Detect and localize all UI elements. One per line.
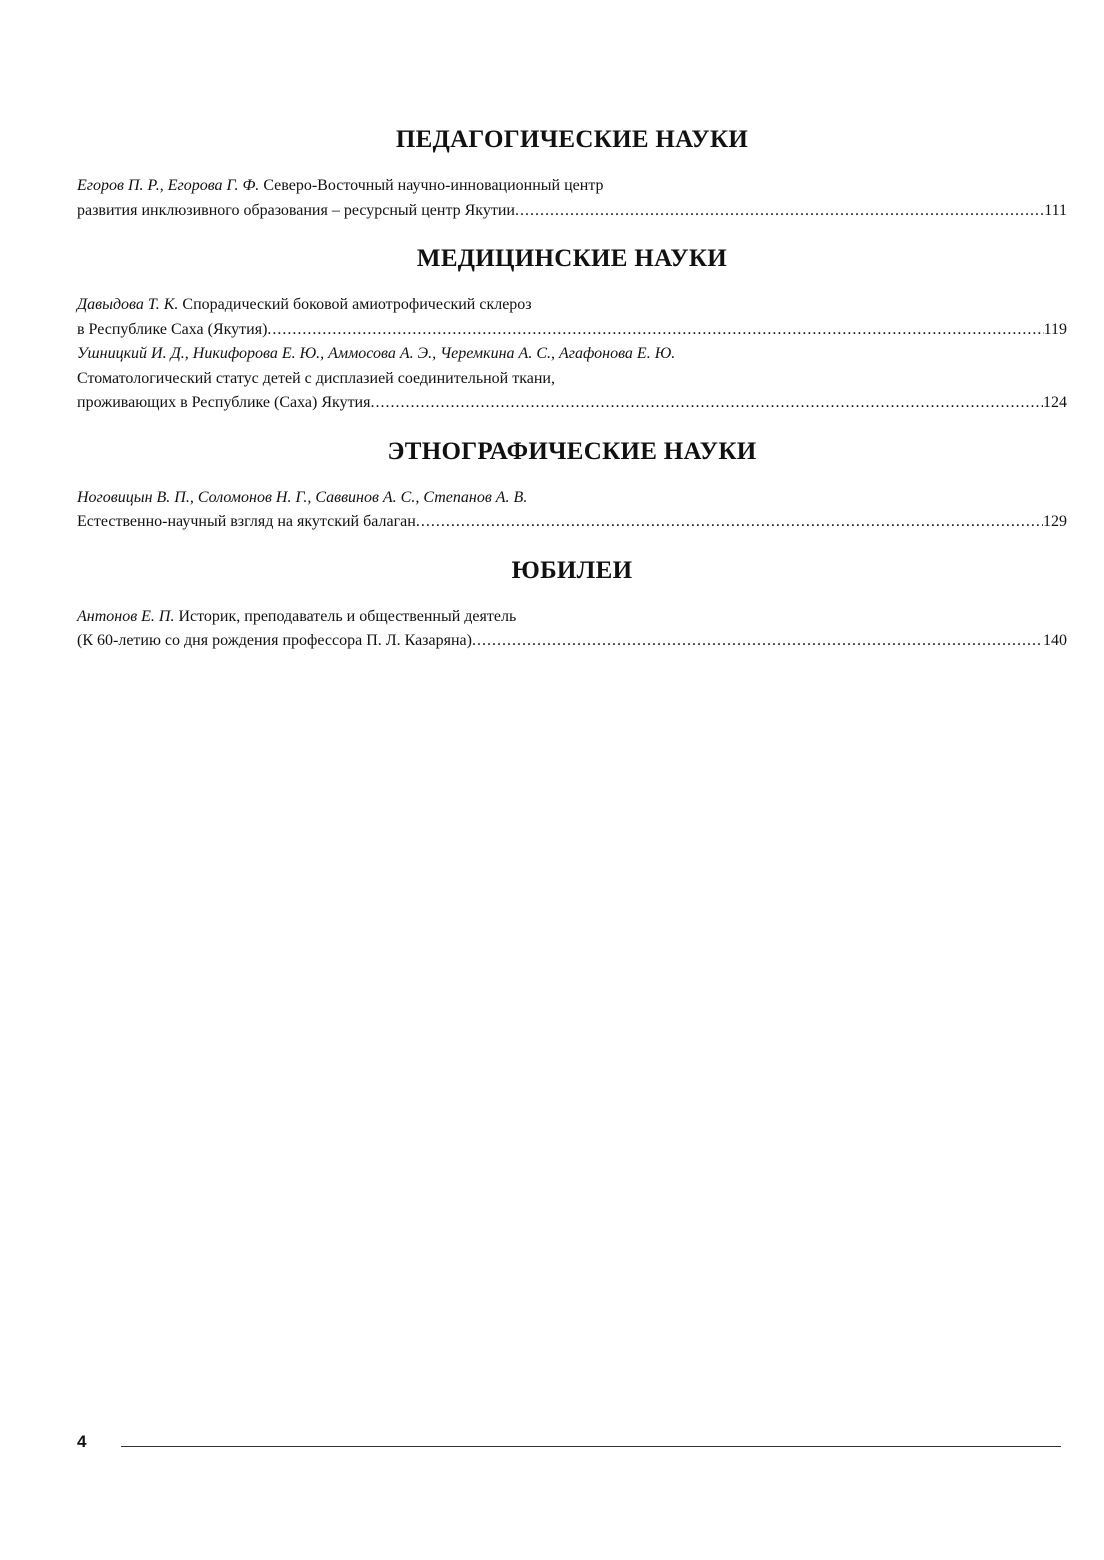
entry-title-end: в Республике Саха (Якутия) (77, 320, 268, 338)
entry-page-number: 111 (1044, 201, 1067, 219)
entry-leader-line (77, 391, 1067, 416)
entry-title: Северо-Восточный научно-инновационный центр (263, 177, 604, 194)
entry-title-end: проживающих в Республике (Саха) Якутия (77, 394, 371, 411)
entry-first-line (77, 486, 1067, 511)
entry-page-number: 129 (1043, 513, 1067, 530)
section-title: ЭТНОГРАФИЧЕСКИЕ НАУКИ (387, 437, 757, 465)
entry-title-end: (К 60-летию со дня рождения профессора П. Л. Казаряна) (77, 632, 472, 649)
entry-leader-line (77, 510, 1067, 535)
page-number: 4 (77, 1432, 87, 1451)
toc-section-pedagogical (77, 122, 1067, 223)
footer-rule (121, 1446, 1061, 1447)
toc-section-jubilees (77, 553, 1067, 654)
dot-leader (370, 391, 1043, 416)
entry-leader-line (77, 199, 1067, 224)
toc-entry[interactable] (77, 293, 1067, 342)
dot-leader (515, 199, 1044, 224)
entry-authors: Ушницкий И. Д., Никифорова Е. Ю., Аммосова А. Э., Черемкина А. С., Агафонова Е. Ю. (77, 345, 676, 362)
entry-page-number: 119 (1043, 320, 1067, 338)
entry-first-line (77, 342, 1067, 367)
toc-entry[interactable] (77, 174, 1067, 223)
dot-leader (472, 629, 1043, 654)
entry-title: Спорадический боковой амиотрофический склероз (182, 296, 532, 313)
entry-authors: Давыдова Т. К. (77, 296, 179, 313)
entry-page-number: 124 (1043, 394, 1067, 411)
dot-leader (416, 510, 1043, 535)
entry-first-line (77, 605, 1067, 630)
toc-entry[interactable] (77, 486, 1067, 535)
section-title: МЕДИЦИНСКИЕ НАУКИ (416, 245, 728, 272)
entry-title-end: Естественно-научный взгляд на якутский балаган (77, 513, 416, 530)
entry-authors: Егоров П. Р., Егорова Г. Ф. (77, 177, 260, 194)
toc-entry[interactable] (77, 342, 1067, 416)
entry-leader-line (77, 318, 1067, 343)
section-title: ЮБИЛЕИ (511, 556, 633, 584)
dot-leader (267, 318, 1043, 343)
entry-title: Стоматологический статус детей с дисплазией соединительной ткани, (77, 369, 555, 387)
entry-authors: Ноговицын В. П., Соломонов Н. Г., Саввинов А. С., Степанов А. В. (77, 488, 528, 506)
toc-entry[interactable] (77, 605, 1067, 654)
page-footer (77, 1432, 1067, 1456)
entry-authors: Антонов Е. П. (77, 607, 175, 625)
toc-section-ethnographic (77, 434, 1067, 535)
table-of-contents (77, 122, 1067, 654)
entry-title: Историк, преподаватель и общественный деятель (178, 607, 517, 625)
entry-leader-line (77, 629, 1067, 654)
entry-title-end: развития инклюзивного образования – ресурсный центр Якутии (77, 201, 515, 219)
entry-page-number: 140 (1043, 632, 1067, 649)
entry-first-line (77, 174, 1067, 199)
entry-first-line (77, 293, 1067, 318)
section-title: ПЕДАГОГИЧЕСКИЕ НАУКИ (395, 126, 749, 153)
toc-section-medical (77, 241, 1067, 416)
